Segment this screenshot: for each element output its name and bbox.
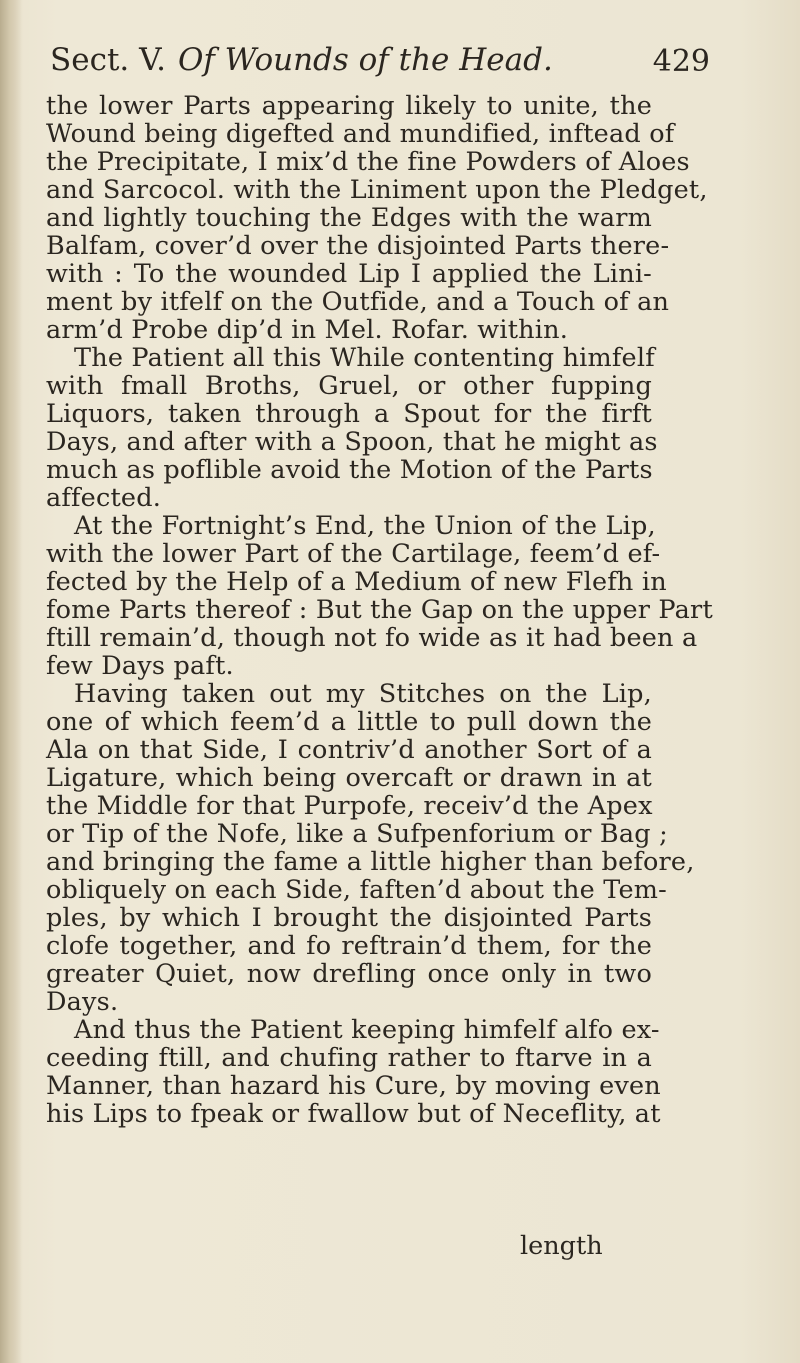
text-line: with fmall Broths, Gruel, or other fupping — [46, 371, 652, 401]
text-line: Balfam, cover’d over the disjointed Parts there- — [46, 231, 670, 261]
text-line: Days, and after with a Spoon, that he might as — [46, 427, 658, 457]
catchword: length — [520, 1231, 603, 1261]
text-line: Liquors, taken through a Spout for the firft — [46, 399, 652, 429]
text-line: and lightly touching the Edges with the warm — [46, 203, 652, 233]
text-line: The Patient all this While contenting himfelf — [74, 343, 655, 373]
text-line: fected by the Help of a Medium of new Flefh in — [46, 567, 667, 597]
text-line: or Tip of the Nofe, like a Sufpenforium or Bag ; — [46, 819, 668, 849]
text-line: with : To the wounded Lip I applied the Lini- — [46, 259, 652, 289]
text-line: ceeding ftill, and chufing rather to ftarve in a — [46, 1043, 652, 1073]
text-line: ples, by which I brought the disjointed Parts — [46, 903, 652, 933]
text-line: clofe together, and fo reftrain’d them, for the — [46, 931, 652, 961]
text-line: few Days paft. — [46, 651, 234, 681]
text-line: Having taken out my Stitches on the Lip, — [74, 679, 652, 709]
text-line: greater Quiet, now drefling once only in two — [46, 959, 652, 989]
text-line: arm’d Probe dip’d in Mel. Rofar. within. — [46, 315, 569, 345]
text-line: Days. — [46, 987, 119, 1017]
text-line: Wound being digefted and mundified, inftead of — [46, 119, 675, 149]
text-line: affected. — [46, 483, 162, 513]
text-line: Manner, than hazard his Cure, by moving even — [46, 1071, 661, 1101]
text-line: And thus the Patient keeping himfelf alfo ex- — [74, 1015, 660, 1045]
text-line: the lower Parts appearing likely to unite, the — [46, 91, 652, 121]
text-line: one of which feem’d a little to pull down the — [46, 707, 652, 737]
text-line: and bringing the fame a little higher than before, — [46, 847, 695, 877]
text-line: the Middle for that Purpofe, receiv’d the Apex — [46, 791, 653, 821]
text-line: his Lips to fpeak or fwallow but of Neceflity, at — [46, 1099, 661, 1129]
section-label: Sect. V. — [50, 42, 166, 78]
text-line: Ligature, which being overcaft or drawn in at — [46, 763, 652, 793]
running-head — [50, 42, 553, 78]
text-line: with the lower Part of the Cartilage, feem’d ef- — [46, 539, 661, 569]
text-line: ftill remain’d, though not fo wide as it had been a — [46, 623, 698, 653]
text-line: much as poflible avoid the Motion of the Parts — [46, 455, 653, 485]
text-line: and Sarcocol. with the Liniment upon the Pledget, — [46, 175, 708, 205]
page-header — [50, 42, 750, 82]
text-line: obliquely on each Side, faften’d about the Tem- — [46, 875, 667, 905]
page-number: 429 — [652, 44, 710, 79]
text-line: ment by itfelf on the Outfide, and a Touch of an — [46, 287, 670, 317]
text-line: fome Parts thereof : But the Gap on the upper Part — [46, 595, 713, 625]
text-line: the Precipitate, I mix’d the fine Powders of Aloes — [46, 147, 690, 177]
chapter-title: Of Wounds of the Head. — [177, 42, 553, 78]
page-gutter — [0, 0, 22, 1363]
body-text — [46, 91, 713, 1129]
text-line: At the Fortnight’s End, the Union of the Lip, — [74, 511, 656, 541]
text-line: Ala on that Side, I contriv’d another Sort of a — [46, 735, 652, 765]
